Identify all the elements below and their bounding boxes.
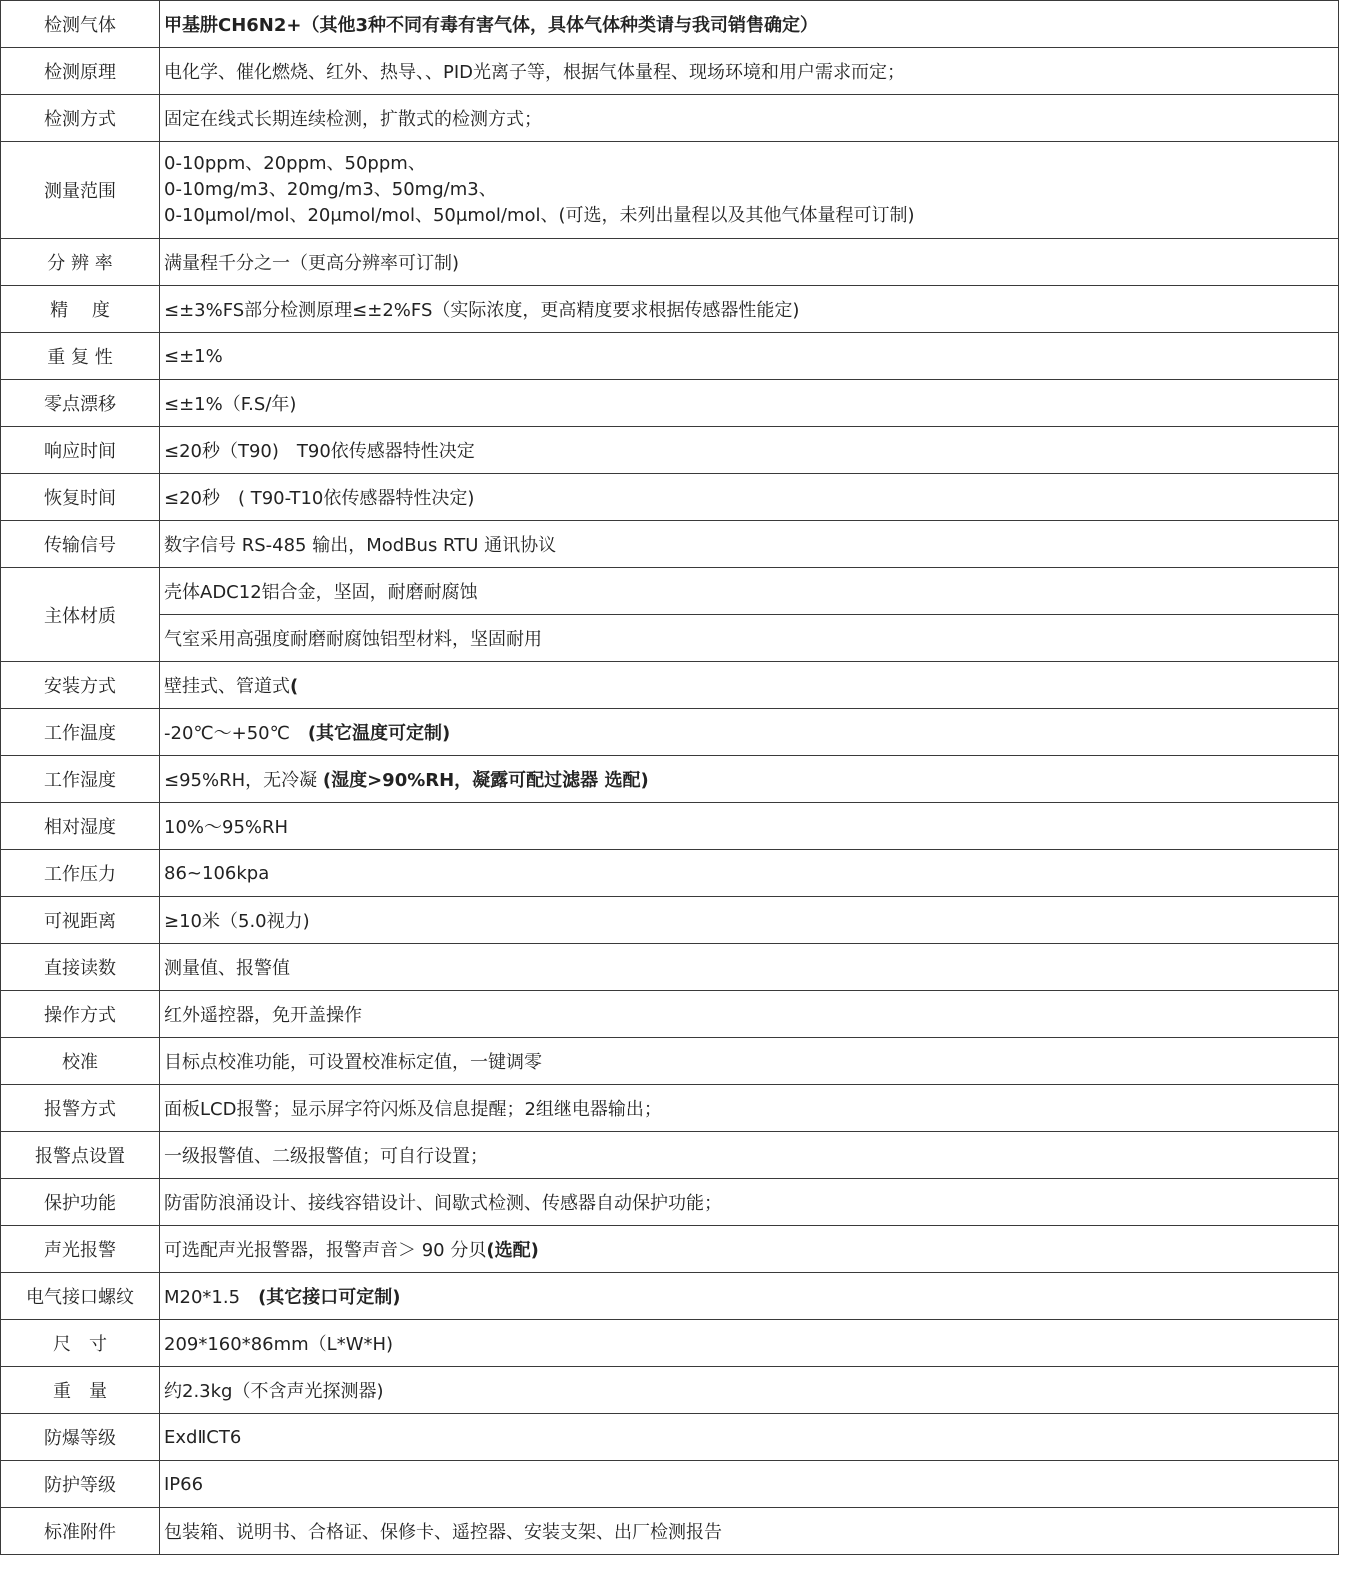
- row-value-text: 0-10μmol/mol、20μmol/mol、50μmol/mol、(可选，未列出量程以及其他气体量程可订制): [164, 205, 915, 226]
- table-row: [1, 991, 1339, 1038]
- row-label: 直接读数: [1, 944, 160, 991]
- row-value-text: 防雷防浪涌设计、接线容错设计、间歇式检测、传感器自动保护功能；: [164, 1193, 722, 1214]
- row-value-text: 10%～95%RH: [164, 817, 289, 838]
- row-value: 气室采用高强度耐磨耐腐蚀铝型材料，坚固耐用: [160, 615, 1339, 662]
- row-label: 电气接口螺纹: [1, 1273, 160, 1320]
- row-value: [160, 709, 1339, 756]
- row-value: [160, 142, 1339, 239]
- row-label: 工作压力: [1, 850, 160, 897]
- row-label: 分 辨 率: [1, 239, 160, 286]
- row-value-text: ≤95%RH，无冷凝: [164, 770, 323, 791]
- row-label: 尺 寸: [1, 1320, 160, 1367]
- row-label: 工作湿度: [1, 756, 160, 803]
- row-label: 防爆等级: [1, 1414, 160, 1461]
- row-value: [160, 474, 1339, 521]
- row-value: [160, 48, 1339, 95]
- row-value: [160, 380, 1339, 427]
- table-row: [1, 474, 1339, 521]
- row-value: [160, 1, 1339, 48]
- row-value-text: ≥10米（5.0视力): [164, 911, 310, 932]
- table-row: [1, 1132, 1339, 1179]
- table-row: [1, 803, 1339, 850]
- row-value-text: 一级报警值、二级报警值；可自行设置；: [164, 1146, 488, 1167]
- table-row: [1, 1, 1339, 48]
- row-label: 标准附件: [1, 1508, 160, 1555]
- row-label: 检测原理: [1, 48, 160, 95]
- table-row: [1, 333, 1339, 380]
- row-value-text: -20℃～+50℃: [164, 723, 308, 744]
- row-value-text: 86~106kpa: [164, 862, 270, 884]
- row-value-text: 目标点校准功能，可设置校准标定值，一键调零: [164, 1052, 542, 1073]
- row-value-text: M20*1.5: [164, 1287, 259, 1308]
- table-row: [1, 709, 1339, 756]
- table-row: [1, 1367, 1339, 1414]
- row-value-text: IP66: [164, 1473, 204, 1495]
- table-row: [1, 568, 1339, 615]
- row-value: [160, 803, 1339, 850]
- row-label: 传输信号: [1, 521, 160, 568]
- table-row: [1, 850, 1339, 897]
- row-label: 检测方式: [1, 95, 160, 142]
- table-row: [1, 239, 1339, 286]
- row-value: [160, 850, 1339, 897]
- row-label: 防护等级: [1, 1461, 160, 1508]
- table-row: [1, 897, 1339, 944]
- row-value-text: ≤±1%: [164, 345, 223, 367]
- table-row: [1, 142, 1339, 239]
- row-value-text: 可选配声光报警器，报警声音＞ 90 分贝: [164, 1240, 487, 1261]
- row-label: 重 复 性: [1, 333, 160, 380]
- row-value-emphasis: (: [290, 676, 299, 697]
- row-value: [160, 897, 1339, 944]
- table-row: [1, 1414, 1339, 1461]
- table-row: [1, 48, 1339, 95]
- row-value: [160, 1461, 1339, 1508]
- row-value: [160, 1414, 1339, 1461]
- row-label: 检测气体: [1, 1, 160, 48]
- row-label: 主体材质: [1, 568, 160, 662]
- row-value: [160, 333, 1339, 380]
- row-value-text: 0-10ppm、20ppm、50ppm、: [164, 153, 426, 174]
- row-value: [160, 1508, 1339, 1555]
- table-row: [1, 286, 1339, 333]
- row-value-emphasis: (其它温度可定制): [307, 723, 451, 744]
- row-label: 报警点设置: [1, 1132, 160, 1179]
- table-row: [1, 1320, 1339, 1367]
- row-value: [160, 756, 1339, 803]
- row-value-text: 满量程千分之一（更高分辨率可订制): [164, 253, 460, 274]
- row-value: [160, 662, 1339, 709]
- row-value-text: 209*160*86mm（L*W*H): [164, 1334, 394, 1355]
- table-row: [1, 1508, 1339, 1555]
- row-label: 重 量: [1, 1367, 160, 1414]
- row-value-text: 测量值、报警值: [164, 958, 290, 979]
- row-label: 相对湿度: [1, 803, 160, 850]
- row-value: [160, 1038, 1339, 1085]
- row-value: [160, 1367, 1339, 1414]
- table-row: [1, 1226, 1339, 1273]
- row-value-text: 约2.3kg（不含声光探测器): [164, 1381, 384, 1402]
- row-label: 工作温度: [1, 709, 160, 756]
- table-row: [1, 615, 1339, 662]
- row-label: 精 度: [1, 286, 160, 333]
- row-label: 安装方式: [1, 662, 160, 709]
- row-value-emphasis: (选配): [486, 1240, 539, 1261]
- table-row: [1, 95, 1339, 142]
- row-label: 恢复时间: [1, 474, 160, 521]
- row-value-text: 电化学、催化燃烧、红外、热导、、PID光离子等，根据气体量程、现场环境和用户需求而定；: [164, 62, 906, 83]
- row-value: [160, 1320, 1339, 1367]
- row-value: [160, 1226, 1339, 1273]
- row-value: [160, 991, 1339, 1038]
- row-label: 校准: [1, 1038, 160, 1085]
- row-value: [160, 1179, 1339, 1226]
- table-row: [1, 427, 1339, 474]
- row-value: [160, 427, 1339, 474]
- table-row: [1, 380, 1339, 427]
- row-label: 保护功能: [1, 1179, 160, 1226]
- row-value: [160, 239, 1339, 286]
- table-row: [1, 1273, 1339, 1320]
- row-value-text: ≤20秒（T90) T90依传感器特性决定: [164, 441, 475, 462]
- row-value: [160, 286, 1339, 333]
- row-value: 壳体ADC12铝合金，坚固，耐磨耐腐蚀: [160, 568, 1339, 615]
- row-value-text: 壁挂式、管道式: [164, 676, 290, 697]
- table-row: [1, 756, 1339, 803]
- table-row: [1, 1038, 1339, 1085]
- row-value-text: 数字信号 RS-485 输出，ModBus RTU 通讯协议: [164, 535, 557, 556]
- table-row: [1, 1085, 1339, 1132]
- row-value: [160, 944, 1339, 991]
- row-value-text: ≤±3%FS部分检测原理≤±2%FS（实际浓度，更高精度要求根据传感器性能定): [164, 300, 800, 321]
- row-value-text: ≤20秒 ( T90-T10依传感器特性决定): [164, 488, 475, 509]
- row-label: 响应时间: [1, 427, 160, 474]
- row-value-emphasis: (湿度>90%RH，凝露可配过滤器 选配): [322, 770, 649, 791]
- row-value: [160, 1132, 1339, 1179]
- table-row: [1, 662, 1339, 709]
- row-value: [160, 1273, 1339, 1320]
- row-value-text: 面板LCD报警；显示屏字符闪烁及信息提醒；2组继电器输出；: [164, 1099, 662, 1120]
- row-value-text: 包装箱、说明书、合格证、保修卡、遥控器、安装支架、出厂检测报告: [164, 1522, 722, 1543]
- table-row: [1, 944, 1339, 991]
- table-row: [1, 1461, 1339, 1508]
- row-value: [160, 1085, 1339, 1132]
- row-value-text: ≤±1%（F.S/年): [164, 394, 297, 415]
- row-label: 测量范围: [1, 142, 160, 239]
- row-value: [160, 521, 1339, 568]
- row-label: 报警方式: [1, 1085, 160, 1132]
- row-label: 操作方式: [1, 991, 160, 1038]
- row-label: 声光报警: [1, 1226, 160, 1273]
- row-value-text: ExdⅡCT6: [164, 1426, 242, 1448]
- table-row: [1, 521, 1339, 568]
- row-value: [160, 95, 1339, 142]
- row-label: 零点漂移: [1, 380, 160, 427]
- row-value-text: 固定在线式长期连续检测，扩散式的检测方式；: [164, 109, 542, 130]
- row-value-text: 红外遥控器，免开盖操作: [164, 1005, 362, 1026]
- table-row: [1, 1179, 1339, 1226]
- row-value-text: 0-10mg/m3、20mg/m3、50mg/m3、: [164, 179, 497, 200]
- row-value-emphasis: 甲基肼CH6N2+（其他3种不同有毒有害气体，具体气体种类请与我司销售确定）: [164, 15, 818, 36]
- spec-table-body: [1, 1, 1339, 1555]
- row-label: 可视距离: [1, 897, 160, 944]
- row-value-emphasis: (其它接口可定制): [258, 1287, 401, 1308]
